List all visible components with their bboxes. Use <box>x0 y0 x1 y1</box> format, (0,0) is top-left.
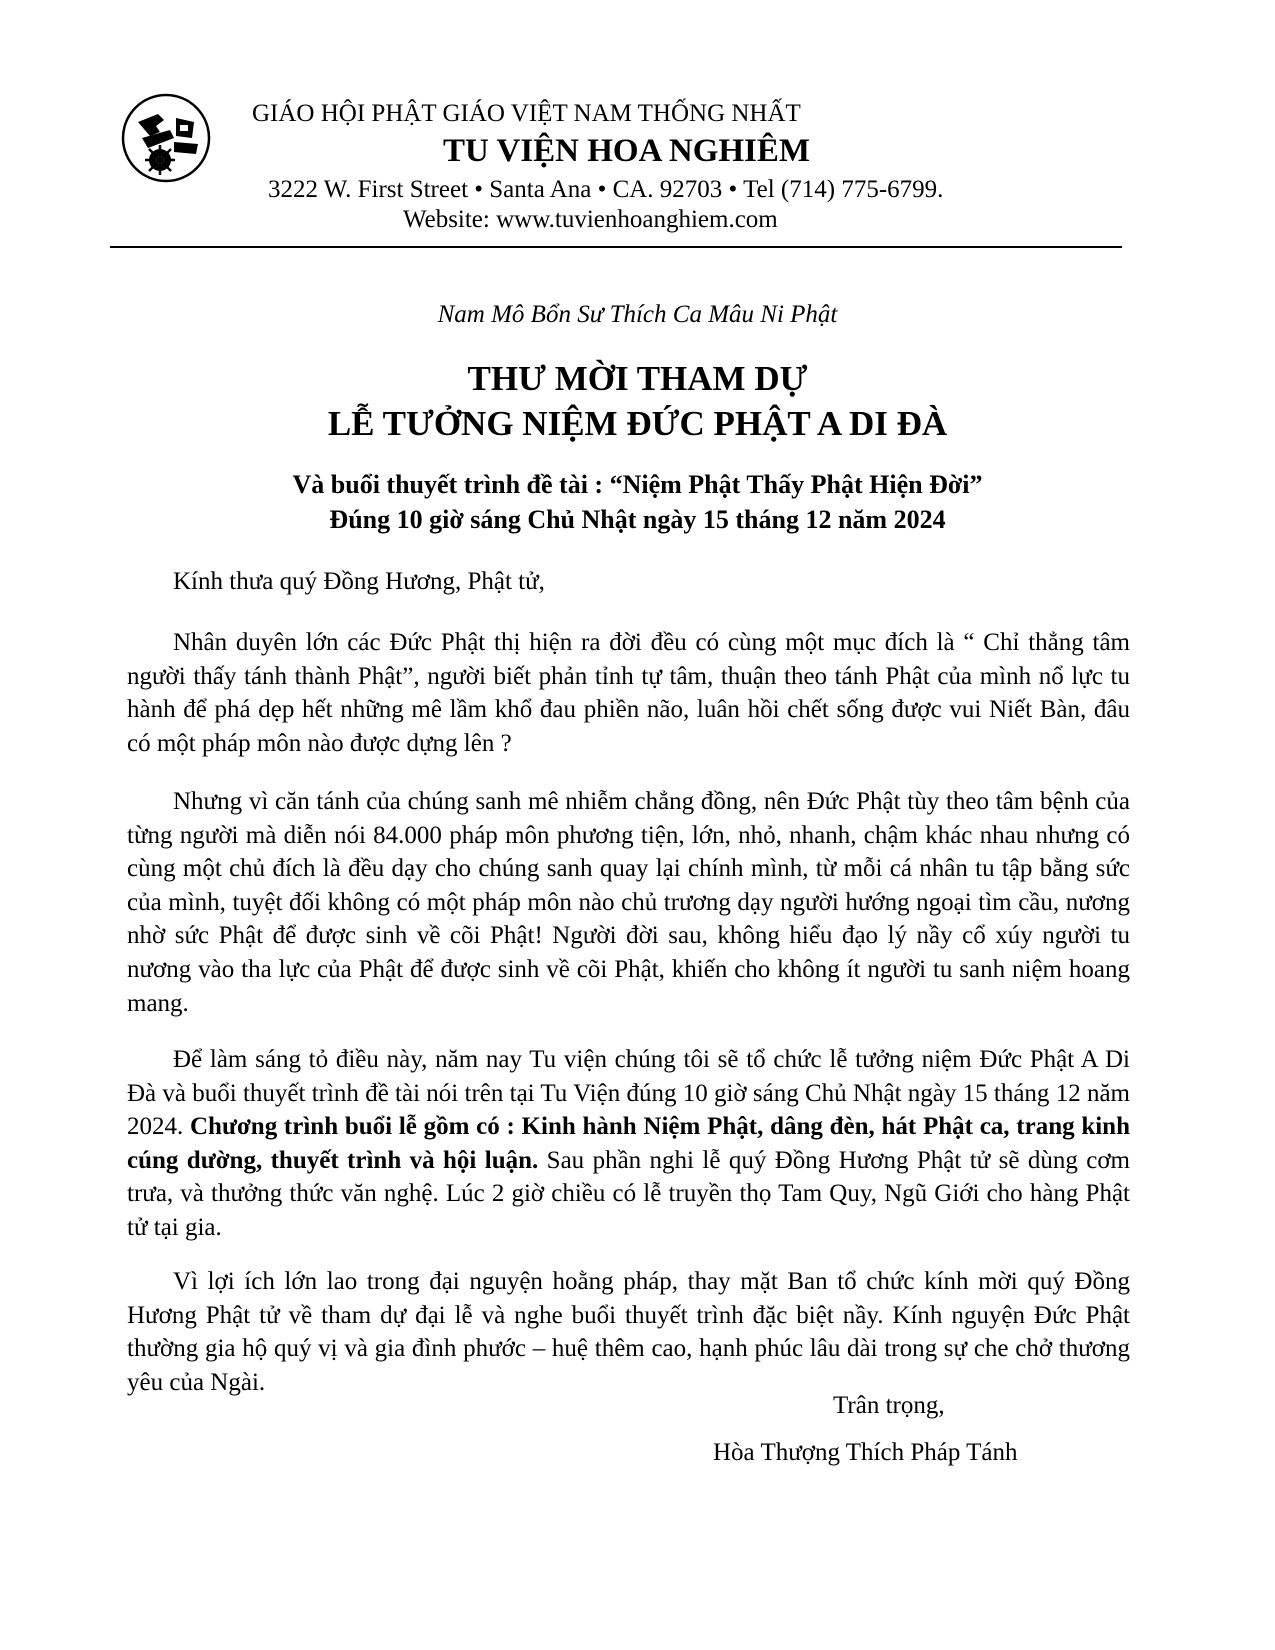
paragraph-3-after: Sau phần nghi lễ quý Đồng Hương Phật tử sẽ dùng cơm trưa, và thưởng thức văn nghệ. Lúc 2 giờ chiều có lễ truyền thọ Tam Quy, Ngũ Giới cho hàng Phật tử tại gia. <box>127 1146 1131 1241</box>
header-divider <box>110 246 1122 248</box>
subtitle-topic: Và buổi thuyết trình đề tài : “Niệm Phật Thấy Phật Hiện Đời” <box>292 470 983 499</box>
title-line-2: LỄ TƯỞNG NIỆM ĐỨC PHẬT A DI ĐÀ <box>327 404 948 443</box>
subtitle-datetime: Đúng 10 giờ sáng Chủ Nhật ngày 15 tháng 12 năm 2024 <box>329 505 946 534</box>
temple-name: TU VIỆN HOA NGHIÊM <box>443 133 811 169</box>
paragraph-4: Vì lợi ích lớn lao trong đại nguyện hoằng pháp, thay mặt Ban tổ chức kính mời quý Đồng Hương Phật tử về tham dự đại lễ và nghe buổi thuyết trình đặc biệt nầy. Kính nguyện Đức Phật thường gia hộ quý vị và gia đình phước – huệ thêm cao, hạnh phúc lâu dài trong sự che chở thương yêu của Ngài. <box>127 1268 1130 1396</box>
invocation: Nam Mô Bổn Sư Thích Ca Mâu Ni Phật <box>437 301 838 328</box>
paragraph-3-program: Chương trình buổi lễ gồm có : Kinh hành Niệm Phật, dâng đèn, hát Phật ca, trang kinh cúng dường, thuyết trình và hội luận. <box>127 1113 1130 1174</box>
title-line-1: THƯ MỜI THAM DỰ <box>467 359 808 398</box>
paragraph-2: Nhưng vì căn tánh của chúng sanh mê nhiễm chẳng đồng, nên Đức Phật tùy theo tâm bệnh của từng người mà diễn nói 84.000 pháp môn phương tiện, lớn, nhỏ, nhanh, chậm khác nhau nhưng có cùng một chủ đích là đều dạy cho chúng sanh quay lại chính mình, từ mỗi cá nhân tu tập bằng sức của mình, tuyệt đối không có một pháp môn nào chủ trương dạy người hướng ngoại tìm cầu, nương nhờ sức Phật để được sinh về cõi Phật! Người đời sau, không hiểu đạo lý nầy cổ xúy người tu nương vào tha lực của Phật để được sinh về cõi Phật, khiến cho không ít người tu sanh niệm hoang mang. <box>127 788 1130 1017</box>
paragraph-1: Nhân duyên lớn các Đức Phật thị hiện ra đời đều có cùng một mục đích là “ Chỉ thẳng tâm người thấy tánh thành Phật”, người biết phản tỉnh tự tâm, thuận theo tánh Phật của mình nổ lực tu hành để phá dẹp hết những mê lầm khổ đau phiền não, luân hồi chết sống được vui Niết Bàn, đâu có một pháp môn nào được dựng lên ? <box>127 629 1130 757</box>
salutation: Kính thưa quý Đồng Hương, Phật tử, <box>173 568 545 595</box>
temple-address: 3222 W. First Street • Santa Ana • CA. 92703 • Tel (714) 775-6799. <box>268 176 944 203</box>
closing: Trân trọng, <box>833 1392 945 1419</box>
paragraph-3-intro: Để làm sáng tỏ điều này, năm nay Tu viện chúng tôi sẽ tổ chức lễ tưởng niệm Đức Phật A Di Đà và buổi thuyết trình đề tài nói trên tại Tu Viện đúng 10 giờ sáng Chủ Nhật ngày 15 tháng 12 năm 2024. <box>127 1046 1130 1141</box>
temple-website: Website: www.tuvienhoanghiem.com <box>403 206 778 233</box>
organization-name: GIÁO HỘI PHẬT GIÁO VIỆT NAM THỐNG NHẤT <box>252 100 801 127</box>
signer-name: Hòa Thượng Thích Pháp Tánh <box>713 1439 1018 1466</box>
paragraph-3 <box>127 1043 1130 1245</box>
